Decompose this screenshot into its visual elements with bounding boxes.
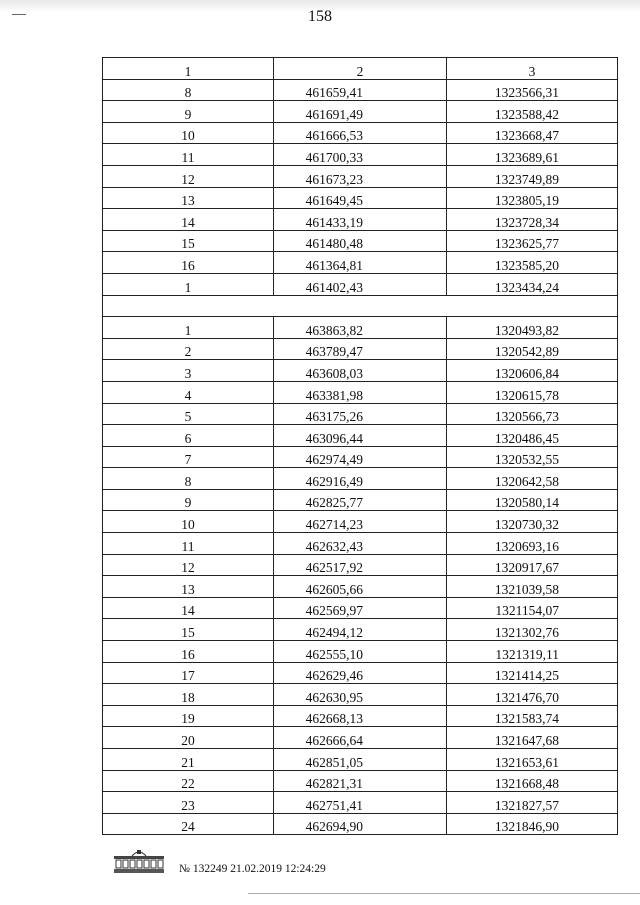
table-row (103, 792, 618, 814)
y-coordinate-cell: 1321668,48 (447, 770, 618, 792)
x-coordinate-cell: 462569,97 (274, 597, 447, 619)
point-number-cell: 20 (103, 727, 274, 749)
y-coordinate-cell: 1323625,77 (447, 230, 618, 252)
table-row (103, 209, 618, 231)
y-coordinate-cell: 1323749,89 (447, 165, 618, 187)
table-row (103, 381, 618, 403)
x-coordinate-cell: 461666,53 (274, 122, 447, 144)
table-row (103, 468, 618, 490)
x-coordinate-cell: 463175,26 (274, 403, 447, 425)
table-gap (103, 295, 618, 317)
x-coordinate-cell: 462714,23 (274, 511, 447, 533)
table-row (103, 187, 618, 209)
table-row (103, 273, 618, 295)
table-row (103, 230, 618, 252)
table-row (103, 338, 618, 360)
point-number-cell: 9 (103, 489, 274, 511)
table-row (103, 122, 618, 144)
point-number-cell: 23 (103, 792, 274, 814)
x-coordinate-cell: 462974,49 (274, 446, 447, 468)
point-number-cell: 7 (103, 446, 274, 468)
table-section-a (103, 79, 618, 295)
table-row (103, 597, 618, 619)
x-coordinate-cell: 462629,46 (274, 662, 447, 684)
table-row (103, 684, 618, 706)
x-coordinate-cell: 461433,19 (274, 209, 447, 231)
y-coordinate-cell: 1321583,74 (447, 705, 618, 727)
point-number-cell: 16 (103, 252, 274, 274)
table-row (103, 641, 618, 663)
header-cell-2: 2 (274, 58, 447, 80)
government-seal-icon (112, 846, 166, 876)
point-number-cell: 8 (103, 79, 274, 101)
y-coordinate-cell: 1321414,25 (447, 662, 618, 684)
y-coordinate-cell: 1323728,34 (447, 209, 618, 231)
x-coordinate-cell: 463789,47 (274, 338, 447, 360)
x-coordinate-cell: 462630,95 (274, 684, 447, 706)
point-number-cell: 10 (103, 122, 274, 144)
coordinates-table (102, 57, 618, 835)
table-row (103, 533, 618, 555)
header-cell-1: 1 (103, 58, 274, 80)
y-coordinate-cell: 1320486,45 (447, 425, 618, 447)
table-gap-row (103, 295, 618, 317)
x-coordinate-cell: 461402,43 (274, 273, 447, 295)
y-coordinate-cell: 1321154,07 (447, 597, 618, 619)
table-row (103, 317, 618, 339)
point-number-cell: 16 (103, 641, 274, 663)
table-row (103, 446, 618, 468)
point-number-cell: 3 (103, 360, 274, 382)
y-coordinate-cell: 1320542,89 (447, 338, 618, 360)
y-coordinate-cell: 1320493,82 (447, 317, 618, 339)
y-coordinate-cell: 1320693,16 (447, 533, 618, 555)
document-footer (112, 846, 412, 886)
table-row (103, 403, 618, 425)
y-coordinate-cell: 1320642,58 (447, 468, 618, 490)
y-coordinate-cell: 1323689,61 (447, 144, 618, 166)
point-number-cell: 8 (103, 468, 274, 490)
y-coordinate-cell: 1320532,55 (447, 446, 618, 468)
point-number-cell: 1 (103, 317, 274, 339)
x-coordinate-cell: 461700,33 (274, 144, 447, 166)
x-coordinate-cell: 462851,05 (274, 749, 447, 771)
table-row (103, 749, 618, 771)
y-coordinate-cell: 1323434,24 (447, 273, 618, 295)
point-number-cell: 14 (103, 597, 274, 619)
y-coordinate-cell: 1323585,20 (447, 252, 618, 274)
y-coordinate-cell: 1323588,42 (447, 101, 618, 123)
point-number-cell: 11 (103, 533, 274, 555)
point-number-cell: 17 (103, 662, 274, 684)
registration-stamp: № 132249 21.02.2019 12:24:29 (179, 863, 326, 875)
x-coordinate-cell: 462494,12 (274, 619, 447, 641)
y-coordinate-cell: 1320615,78 (447, 381, 618, 403)
y-coordinate-cell: 1320580,14 (447, 489, 618, 511)
y-coordinate-cell: 1321647,68 (447, 727, 618, 749)
table-header-row (103, 58, 618, 80)
x-coordinate-cell: 462605,66 (274, 576, 447, 598)
table-row (103, 79, 618, 101)
x-coordinate-cell: 461691,49 (274, 101, 447, 123)
table-row (103, 705, 618, 727)
y-coordinate-cell: 1320917,67 (447, 554, 618, 576)
point-number-cell: 21 (103, 749, 274, 771)
point-number-cell: 12 (103, 165, 274, 187)
table-row (103, 619, 618, 641)
y-coordinate-cell: 1323566,31 (447, 79, 618, 101)
point-number-cell: 15 (103, 619, 274, 641)
x-coordinate-cell: 462916,49 (274, 468, 447, 490)
y-coordinate-cell: 1321319,11 (447, 641, 618, 663)
point-number-cell: 1 (103, 273, 274, 295)
y-coordinate-cell: 1323805,19 (447, 187, 618, 209)
header-cell-3: 3 (447, 58, 618, 80)
x-coordinate-cell: 462666,64 (274, 727, 447, 749)
y-coordinate-cell: 1320730,32 (447, 511, 618, 533)
table-row (103, 360, 618, 382)
table-section-b (103, 317, 618, 835)
point-number-cell: 9 (103, 101, 274, 123)
point-number-cell: 13 (103, 187, 274, 209)
x-coordinate-cell: 462751,41 (274, 792, 447, 814)
table-row (103, 511, 618, 533)
x-coordinate-cell: 463608,03 (274, 360, 447, 382)
table-row (103, 489, 618, 511)
table-row (103, 425, 618, 447)
table-row (103, 813, 618, 835)
point-number-cell: 24 (103, 813, 274, 835)
point-number-cell: 10 (103, 511, 274, 533)
point-number-cell: 6 (103, 425, 274, 447)
point-number-cell: 5 (103, 403, 274, 425)
x-coordinate-cell: 463863,82 (274, 317, 447, 339)
point-number-cell: 22 (103, 770, 274, 792)
table-row (103, 144, 618, 166)
x-coordinate-cell: 462632,43 (274, 533, 447, 555)
y-coordinate-cell: 1320566,73 (447, 403, 618, 425)
x-coordinate-cell: 462825,77 (274, 489, 447, 511)
x-coordinate-cell: 462668,13 (274, 705, 447, 727)
y-coordinate-cell: 1321653,61 (447, 749, 618, 771)
x-coordinate-cell: 461673,23 (274, 165, 447, 187)
x-coordinate-cell: 462517,92 (274, 554, 447, 576)
y-coordinate-cell: 1321302,76 (447, 619, 618, 641)
table-row (103, 727, 618, 749)
table-row (103, 165, 618, 187)
y-coordinate-cell: 1321476,70 (447, 684, 618, 706)
x-coordinate-cell: 462555,10 (274, 641, 447, 663)
page-number: 158 (308, 8, 332, 25)
y-coordinate-cell: 1321846,90 (447, 813, 618, 835)
y-coordinate-cell: 1321827,57 (447, 792, 618, 814)
x-coordinate-cell: 461659,41 (274, 79, 447, 101)
point-number-cell: 13 (103, 576, 274, 598)
point-number-cell: 4 (103, 381, 274, 403)
scan-edge-bottom (248, 893, 640, 894)
y-coordinate-cell: 1321039,58 (447, 576, 618, 598)
point-number-cell: 15 (103, 230, 274, 252)
table-row (103, 770, 618, 792)
point-number-cell: 14 (103, 209, 274, 231)
table-row (103, 252, 618, 274)
y-coordinate-cell: 1320606,84 (447, 360, 618, 382)
point-number-cell: 19 (103, 705, 274, 727)
point-number-cell: 18 (103, 684, 274, 706)
x-coordinate-cell: 462694,90 (274, 813, 447, 835)
x-coordinate-cell: 462821,31 (274, 770, 447, 792)
table-row (103, 662, 618, 684)
table-row (103, 101, 618, 123)
x-coordinate-cell: 463381,98 (274, 381, 447, 403)
point-number-cell: 11 (103, 144, 274, 166)
point-number-cell: 12 (103, 554, 274, 576)
table-row (103, 554, 618, 576)
x-coordinate-cell: 463096,44 (274, 425, 447, 447)
x-coordinate-cell: 461364,81 (274, 252, 447, 274)
table-row (103, 576, 618, 598)
y-coordinate-cell: 1323668,47 (447, 122, 618, 144)
point-number-cell: 2 (103, 338, 274, 360)
x-coordinate-cell: 461649,45 (274, 187, 447, 209)
x-coordinate-cell: 461480,48 (274, 230, 447, 252)
